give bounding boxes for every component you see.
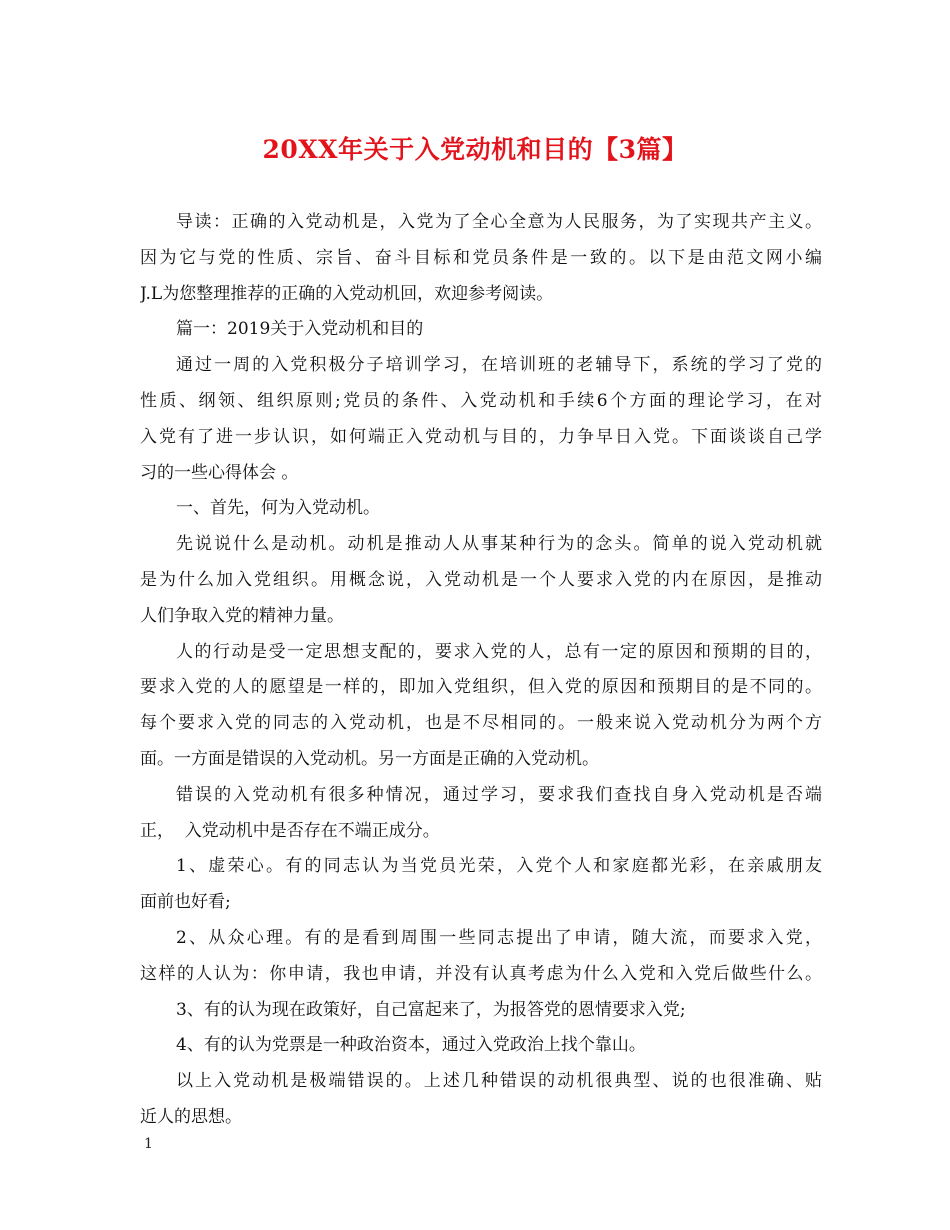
paragraph-line: 通过一周的入党积极分子培训学习，在培训班的老辅导下，系统的学习了党的 [176, 355, 822, 376]
list-item-line: 2、从众心理。有的是看到周围一些同志提出了申请，随大流，而要求入党， [176, 927, 822, 948]
list-item-line: 4、有的认为党票是一种政治资本，通过入党政治上找个靠山。 [176, 1035, 646, 1056]
paragraph-line: 正， 入党动机中是否存在不端正成分。 [140, 820, 440, 841]
paragraph-line: 人们争取入党的精神力量。 [140, 605, 344, 626]
section-heading: 篇一：2019关于入党动机和目的 [176, 319, 424, 340]
document-title: 20XX年关于入党动机和目的【3篇】 [262, 135, 688, 164]
paragraph-line: 每个要求入党的同志的入党动机，也是不尽相同的。一般来说入党动机分为两个方 [140, 713, 822, 734]
paragraph-line: 习的一些心得体会 。 [140, 462, 299, 483]
page-number: 1 [144, 1136, 153, 1152]
document-body [140, 205, 822, 1136]
list-item-line: 这样的人认为：你申请，我也申请，并没有认真考虑为什么入党和入党后做些什么。 [140, 963, 822, 984]
paragraph-line: 因为它与党的性质、宗旨、奋斗目标和党员条件是一致的。以下是由范文网小编 [140, 247, 822, 268]
paragraph-line: 性质、纲领、组织原则;党员的条件、入党动机和手续6个方面的理论学习，在对 [140, 390, 822, 411]
paragraph-line: 错误的入党动机有很多种情况，通过学习，要求我们查找自身入党动机是否端 [176, 784, 822, 805]
paragraph-line: 以上入党动机是极端错误的。上述几种错误的动机很典型、说的也很准确、贴 [176, 1071, 822, 1092]
paragraph-line: 是为什么加入党组织。用概念说，入党动机是一个人要求入党的内在原因，是推动 [140, 569, 822, 590]
paragraph-line: 导读：正确的入党动机是，入党为了全心全意为人民服务，为了实现共产主义。 [176, 212, 822, 232]
paragraph-line: 入党有了进一步认识，如何端正入党动机与目的，力争早日入党。下面谈谈自己学 [140, 426, 822, 447]
paragraph-line: 近人的思想。 [140, 1106, 242, 1127]
list-item-line: 面前也好看; [140, 892, 231, 913]
paragraph-line: 要求入党的人的愿望是一样的，即加入党组织，但入党的原因和预期目的是不同的。 [140, 677, 822, 698]
paragraph-line: J.L为您整理推荐的正确的入党动机回，欢迎参考阅读。 [140, 283, 554, 304]
paragraph-line: 人的行动是受一定思想支配的，要求入党的人，总有一定的原因和预期的目的， [176, 641, 822, 662]
list-item-line: 3、有的认为现在政策好，自己富起来了，为报答党的恩情要求入党; [176, 999, 686, 1020]
paragraph-line: 先说说什么是动机。动机是推动人从事某种行为的念头。简单的说入党动机就 [176, 534, 822, 555]
list-item-line: 1、虚荣心。有的同志认为当党员光荣，入党个人和家庭都光彩，在亲戚朋友 [176, 856, 822, 877]
section-heading: 一、首先，何为入党动机。 [176, 498, 380, 519]
paragraph-line: 面。一方面是错误的入党动机。另一方面是正确的入党动机。 [140, 748, 599, 769]
